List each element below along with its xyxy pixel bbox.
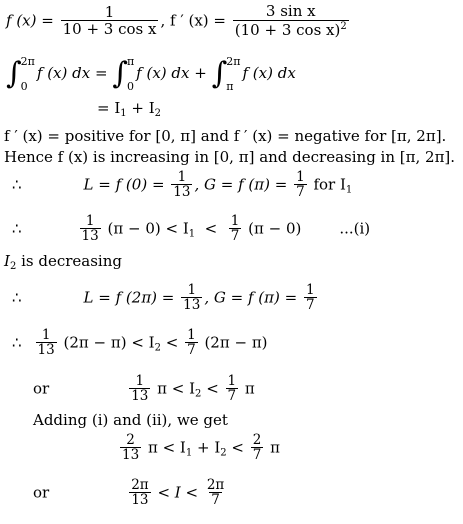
middle-term: < I < (152, 483, 203, 502)
integrand-3: f (x) dx (242, 64, 296, 82)
therefore-symbol: ∴ (12, 175, 22, 194)
G-label: , G = f (π) = (204, 288, 302, 307)
upper-numerator: 1 (227, 373, 237, 389)
for-i1-label: for I (308, 175, 346, 194)
fprime-label: , f ′ (x) = (160, 11, 231, 30)
integral-0-pi (112, 56, 135, 92)
lower-numerator: 1 (85, 213, 95, 229)
less-than: < (226, 438, 249, 457)
G-denominator: 7 (296, 184, 305, 201)
sub-2: 2 (220, 447, 227, 459)
sub-1: 1 (345, 184, 353, 196)
sub-1: 1 (188, 228, 196, 240)
sub-2: 2 (195, 388, 202, 400)
integral-limits (21, 56, 35, 92)
upper-limit: 2π (20, 55, 35, 68)
pi-tail: π (240, 379, 255, 398)
integral-pi-2pi (212, 56, 242, 92)
pi-tail: π (265, 438, 280, 457)
less-than: < (195, 219, 227, 238)
L-label: L = f (0) = (83, 175, 170, 194)
L-denominator: 13 (183, 297, 201, 314)
lower-limit: 0 (20, 80, 28, 93)
or-word: or (33, 379, 50, 398)
eq-i1: = I (97, 99, 121, 117)
integral-symbol: ∫ (6, 56, 22, 91)
therefore-symbol: ∴ (12, 219, 22, 238)
sum-of-integrals-line (97, 101, 161, 119)
fprime-denominator-base: (10 + 3 cos x) (234, 20, 341, 39)
lower-tail: (2π − π) < I (58, 333, 155, 352)
integral-0-2pi (6, 56, 36, 92)
upper-fraction (226, 374, 239, 405)
L-denominator: 13 (173, 184, 191, 201)
therefore-symbol: ∴ (12, 333, 22, 352)
f-fraction (61, 2, 159, 39)
upper-tail: (π − 0) (243, 219, 302, 238)
G-numerator: 1 (296, 169, 305, 185)
upper-denominator: 7 (227, 388, 237, 405)
upper-denominator: 7 (211, 492, 220, 509)
bounds-i1-line (12, 170, 352, 201)
f-numerator: 1 (104, 2, 115, 21)
lower-numerator: 2 (126, 432, 135, 448)
G-label: , G = f (π) = (194, 175, 293, 194)
G-fraction (304, 283, 317, 314)
L-fraction (171, 170, 192, 201)
upper-limit: 2π (226, 55, 241, 68)
upper-numerator: 2 (252, 432, 262, 448)
upper-fraction (205, 478, 226, 509)
lower-fraction (36, 328, 57, 359)
adding-line: Adding (i) and (ii), we get (33, 411, 228, 429)
f-definition-label: f (x) = (6, 11, 59, 30)
lower-denominator: 13 (131, 388, 149, 405)
or-word: or (33, 483, 50, 502)
fprime-denominator (233, 20, 349, 39)
fprime-fraction (233, 4, 349, 39)
lower-numerator: 2π (131, 477, 149, 493)
integrand-1: f (x) dx = (36, 64, 113, 82)
less-than: < (201, 379, 224, 398)
L-label: L = f (2π) = (83, 288, 180, 307)
sub-2: 2 (9, 261, 17, 272)
final-inequality-line (33, 478, 228, 509)
lower-denominator: 13 (81, 228, 99, 245)
integrand-2: f (x) dx + (136, 64, 212, 82)
therefore-symbol: ∴ (12, 288, 22, 307)
equation-ref-i: ...(i) (339, 219, 371, 238)
integral-limits (226, 56, 240, 92)
lower-denominator: 13 (131, 492, 149, 509)
lower-numerator: 1 (135, 373, 145, 389)
upper-denominator: 7 (187, 342, 196, 359)
sum-inequality-line (118, 433, 280, 464)
upper-limit: π (126, 55, 135, 68)
G-fraction (294, 170, 307, 201)
inequality-i-line (12, 214, 370, 245)
upper-denominator: 7 (230, 228, 240, 245)
bounds-i2-line (12, 283, 319, 314)
integral-symbol: ∫ (211, 56, 228, 91)
plus-i2: + I (192, 438, 221, 457)
fprime-numerator: 3 sin x (265, 2, 316, 20)
plus-i2: + I (126, 99, 155, 117)
upper-numerator: 2π (206, 477, 225, 493)
middle-term: π < I (143, 438, 186, 457)
integral-symbol: ∫ (112, 56, 128, 91)
I-symbol: I (4, 252, 10, 270)
lower-denominator: 13 (122, 447, 140, 464)
lower-denominator: 13 (37, 342, 55, 359)
lower-fraction (120, 433, 141, 464)
upper-fraction (251, 433, 264, 464)
decreasing-text: is decreasing (16, 252, 122, 270)
G-denominator: 7 (305, 297, 315, 314)
lower-fraction (129, 374, 150, 405)
f-denominator: 10 + 3 cos x (62, 20, 157, 39)
inequality-i2-line (12, 328, 268, 359)
lower-fraction (129, 478, 150, 509)
upper-tail: (2π − π) (199, 333, 268, 352)
lower-tail: (π − 0) < I (102, 219, 189, 238)
lower-limit: 0 (126, 80, 134, 93)
sub-2: 2 (154, 108, 162, 119)
upper-numerator: 1 (187, 327, 196, 343)
lower-limit: π (226, 80, 234, 93)
sub-2: 2 (154, 342, 161, 354)
fprime-denominator-exp: 2 (340, 20, 347, 32)
sign-of-derivative-line: f ′ (x) = positive for [0, π] and f ′ (x) = negative for [π, 2π]. (4, 127, 447, 145)
sub-1: 1 (120, 108, 127, 119)
L-numerator: 1 (177, 169, 187, 185)
integral-limits (127, 56, 134, 92)
upper-fraction (229, 214, 242, 245)
less-than: < (160, 333, 184, 352)
integral-split-line (6, 56, 296, 92)
sub-1: 1 (185, 447, 193, 459)
upper-fraction (185, 328, 198, 359)
upper-numerator: 1 (230, 213, 240, 229)
G-numerator: 1 (305, 282, 315, 298)
inequality-ii-line (33, 374, 255, 405)
upper-denominator: 7 (252, 447, 262, 464)
L-numerator: 1 (187, 282, 197, 298)
derivative-line (6, 4, 351, 39)
lower-numerator: 1 (41, 327, 51, 343)
i2-decreasing-line (4, 254, 122, 272)
middle-term: π < I (152, 379, 196, 398)
monotonic-line: Hence f (x) is increasing in [0, π] and decreasing in [π, 2π]. (4, 148, 456, 166)
L-fraction (181, 283, 202, 314)
lower-fraction (80, 214, 101, 245)
